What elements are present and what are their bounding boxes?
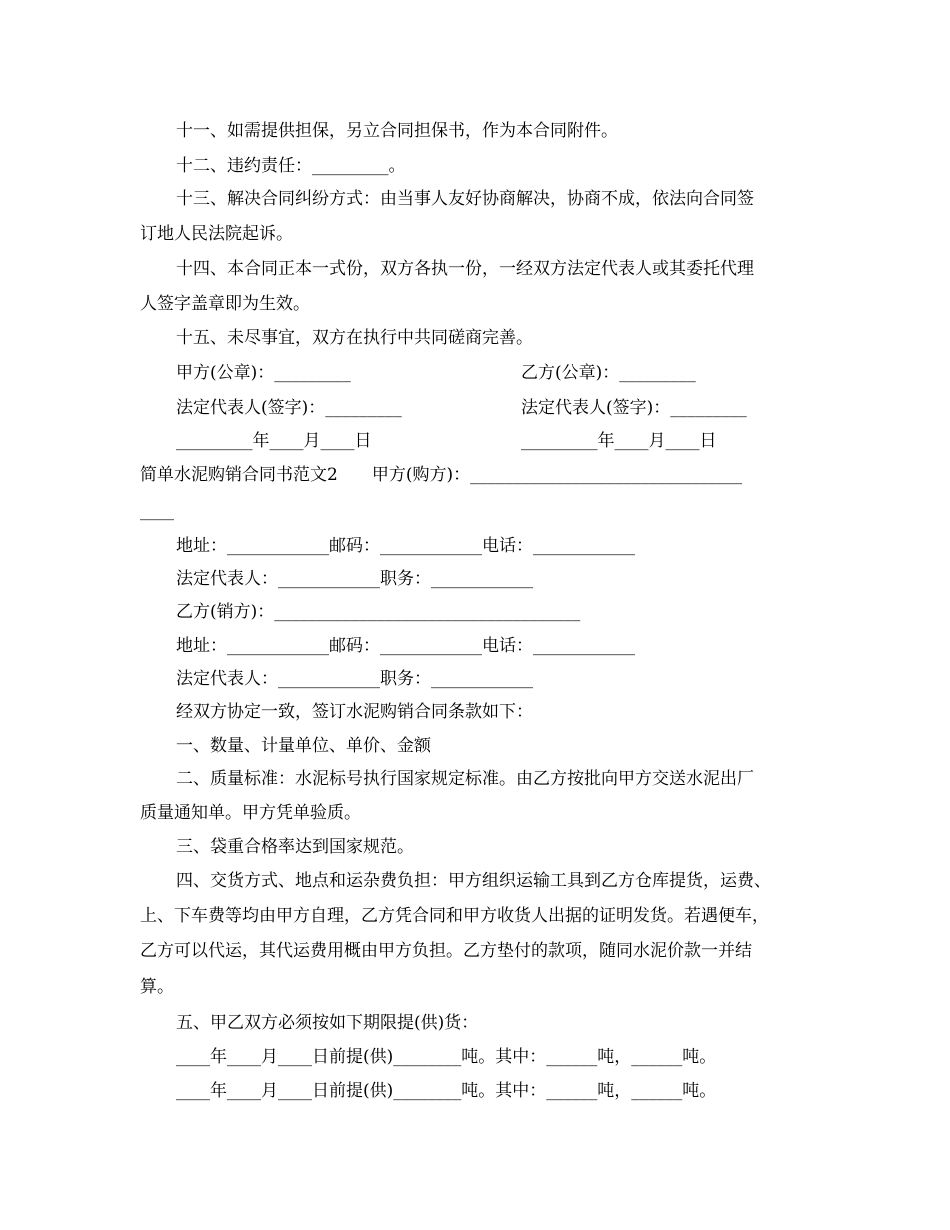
term-4-cont-2: 乙方可以代运，其代运费用概由甲方负担。乙方垫付的款项，随同水泥价款一并结 (140, 941, 752, 961)
party-b-address: 地址：____________邮码：____________电话：____________ (176, 636, 635, 656)
party-a-address: 地址：____________邮码：____________电话：____________ (176, 536, 635, 556)
term-1: 一、数量、计量单位、单价、金额 (176, 736, 431, 756)
clause-12: 十二、违约责任：_________。 (176, 156, 406, 176)
term-2-cont: 质量通知单。甲方凭单验质。 (140, 803, 361, 823)
section-title-cont: ____ (140, 501, 174, 521)
party-b-representative: 法定代表人：____________职务：____________ (176, 669, 533, 689)
term-4-cont-1: 上、下车费等均由甲方自理，乙方凭合同和甲方收货人出据的证明发货。若遇便车， (140, 906, 769, 926)
party-a-rep-sign: 法定代表人(签字)：_________ (176, 398, 402, 418)
clause-14: 十四、本合同正本一式份，双方各执一份，一经双方法定代表人或其委托代理 (176, 259, 754, 279)
delivery-schedule-1: ____年____月____日前提(供)________吨。其中：______吨，______吨。 (176, 1047, 717, 1067)
party-b-name: 乙方(销方)：____________________________________ (176, 602, 581, 622)
clause-11: 十一、如需提供担保，另立合同担保书，作为本合同附件。 (176, 121, 618, 141)
party-a-date: _________年____月____日 (176, 431, 372, 451)
party-a-seal: 甲方(公章)：_________ (176, 363, 351, 383)
term-2: 二、质量标准：水泥标号执行国家规定标准。由乙方按批向甲方交送水泥出厂 (176, 769, 754, 789)
clause-15: 十五、未尽事宜，双方在执行中共同磋商完善。 (176, 328, 533, 348)
section-title: 简单水泥购销合同书范文2 甲方(购方)：________________________________ (140, 465, 743, 485)
clause-13-cont: 订地人民法院起诉。 (140, 224, 293, 244)
term-4-cont-3: 算。 (140, 977, 174, 997)
party-b-seal: 乙方(公章)：_________ (521, 363, 696, 383)
clause-13: 十三、解决合同纠纷方式：由当事人友好协商解决，协商不成，依法向合同签 (176, 189, 754, 209)
terms-intro: 经双方协定一致，签订水泥购销合同条款如下： (176, 702, 533, 722)
term-4: 四、交货方式、地点和运杂费负担：甲方组织运输工具到乙方仓库提货，运费、 (176, 871, 771, 891)
term-3: 三、袋重合格率达到国家规范。 (176, 837, 414, 857)
delivery-schedule-2: ____年____月____日前提(供)________吨。其中：______吨，______吨。 (176, 1081, 717, 1101)
party-a-representative: 法定代表人：____________职务：____________ (176, 569, 533, 589)
party-b-date: _________年____月____日 (521, 431, 717, 451)
party-b-rep-sign: 法定代表人(签字)：_________ (521, 398, 747, 418)
term-5: 五、甲乙双方必须按如下期限提(供)货： (176, 1013, 479, 1033)
clause-14-cont: 人签字盖章即为生效。 (140, 294, 310, 314)
